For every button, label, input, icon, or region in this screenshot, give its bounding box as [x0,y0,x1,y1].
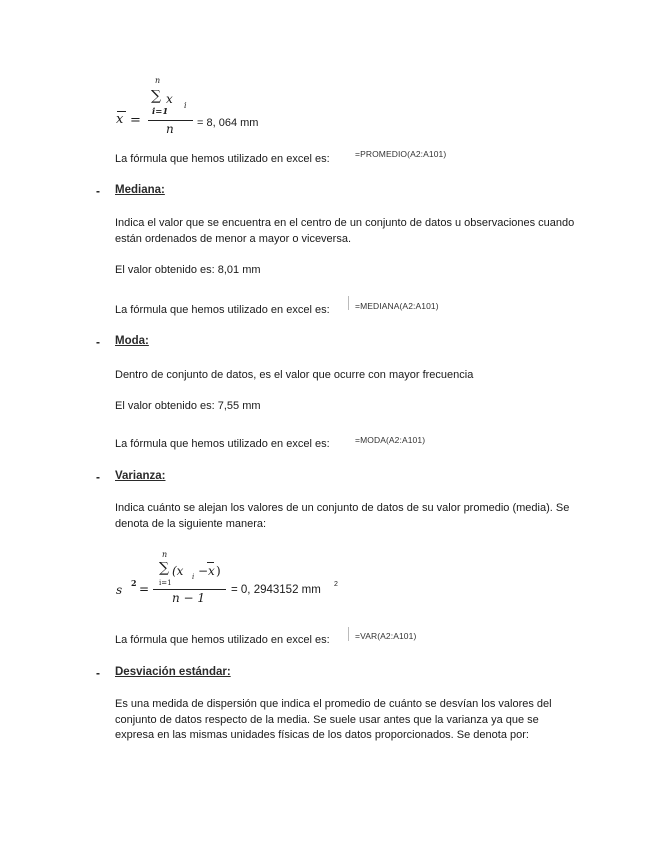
mean-formula-label: La fórmula que hemos utilizado en excel es: [115,153,330,165]
sum-variable-x: x [166,92,173,106]
median-formula-label: La fórmula que hemos utilizado en excel es: [115,304,330,316]
formula-cell-edge-2 [348,627,349,641]
var-s-exponent: 2 [131,578,137,588]
var-close-paren: ) [216,564,221,578]
var-sum-upper-limit: n [162,550,168,559]
variance-formula-label: La fórmula que hemos utilizado en excel es: [115,634,330,646]
variance-description: Indica cuánto se alejan los valores de un conjunto de datos de su valor promedio (media). Se denota de la siguiente manera: [115,502,570,530]
formula-cell-edge [348,296,349,310]
mode-formula-label: La fórmula que hemos utilizado en excel es: [115,438,330,450]
sum-subscript-i: i [184,101,187,110]
var-equals-sign: = [139,582,150,596]
mode-heading: Moda: [115,335,149,347]
var-s-symbol: s [116,583,123,597]
median-bullet: - [96,184,100,198]
mean-result: = 8, 064 mm [197,117,259,129]
stdev-bullet: - [96,666,100,680]
variance-bullet: - [96,470,100,484]
sum-lower-limit: i=1 [152,107,169,117]
var-open-paren-x: (x [172,564,184,578]
mode-value: El valor obtenido es: 7,55 mm [115,400,261,412]
stdev-description: Es una medida de dispersión que indica el promedio de cuánto se desvían los valores del conjunto de datos respecto de la media. Se suele usar antes que la varianza ya que se expresa en las mismas unidades físicas de los datos proporcionados. Se denota por: [115,698,552,741]
var-minus-xbar: −x [198,564,215,578]
variance-heading: Varianza: [115,470,166,482]
var-sum-lower-limit: i=1 [159,579,172,587]
sigma-symbol: ∑ [151,88,161,104]
sum-upper-limit: n [155,76,161,85]
median-description: Indica el valor que se encuentra en el centro de un conjunto de datos u observaciones cuando están ordenados de menor a mayor o viceversa. [115,217,575,245]
var-fraction-bar [153,589,226,590]
var-subscript-i: i [192,573,195,581]
var-xbar-overline [207,562,214,563]
median-excel-formula: =MEDIANA(A2:A101) [355,301,439,311]
var-sigma-symbol: ∑ [159,560,169,576]
mode-bullet: - [96,335,100,349]
mode-description: Dentro de conjunto de datos, es el valor que ocurre con mayor frecuencia [115,369,474,381]
fraction-bar [148,120,193,121]
equals-sign: = [130,113,141,128]
stdev-heading: Desviación estándar: [115,666,231,678]
median-value: El valor obtenido es: 8,01 mm [115,264,261,276]
xbar-symbol: x [116,112,124,127]
median-heading: Mediana: [115,184,165,196]
var-denominator: n − 1 [172,591,206,605]
variance-result: = 0, 2943152 mm [231,584,321,596]
mean-excel-formula: =PROMEDIO(A2:A101) [355,149,447,159]
mode-excel-formula: =MODA(A2:A101) [355,435,426,445]
variance-unit-exponent: 2 [334,581,338,588]
variance-excel-formula: =VAR(A2:A101) [355,631,417,641]
fraction-denominator: n [166,122,174,136]
